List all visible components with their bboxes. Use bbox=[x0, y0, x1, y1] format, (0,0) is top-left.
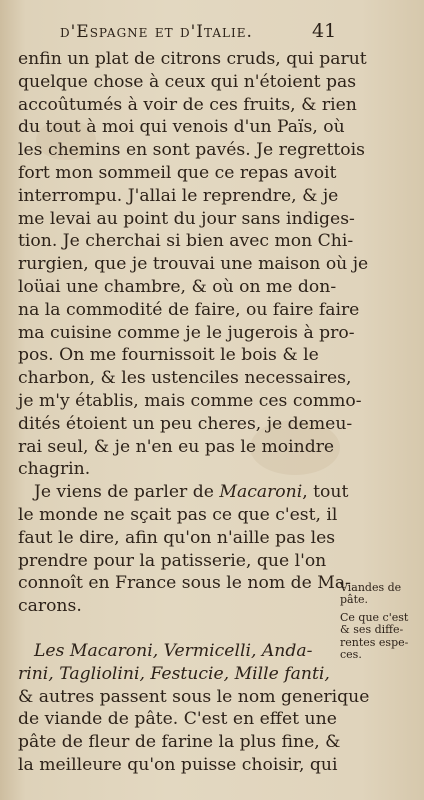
text-line: chagrin. bbox=[18, 459, 91, 480]
text-line: rai seul, & je n'en eu pas le moindre bbox=[18, 436, 335, 457]
text-line: me levai au point du jour sans indiges- bbox=[18, 208, 355, 229]
text-line: dités étoient un peu cheres, je demeu- bbox=[18, 413, 353, 434]
italic-term: Macaroni bbox=[219, 482, 303, 503]
text-line: & autres passent sous le nom generique bbox=[18, 686, 370, 707]
text-line: pos. On me fournissoit le bois & le bbox=[18, 345, 319, 366]
margin-note-viandes bbox=[340, 582, 422, 607]
paragraph-2 bbox=[18, 481, 351, 618]
text-line: fort mon sommeil que ce repas avoit bbox=[18, 162, 337, 183]
text-line: ma cuisine comme je le jugerois à pro- bbox=[18, 322, 355, 343]
paragraph-gap bbox=[18, 618, 336, 640]
text-line: du tout à moi qui venois d'un Païs, où bbox=[18, 117, 345, 138]
text-line: prendre pour la patisserie, que l'on bbox=[18, 550, 327, 571]
text-line: la meilleure qu'on puisse choisir, qui bbox=[18, 754, 338, 775]
italic-term-line: rini, Tagliolini, Festucie, Mille fanti, bbox=[18, 663, 330, 684]
text-line: les chemins en sont pavés. Je regrettois bbox=[18, 140, 365, 161]
margin-note-line: Viandes de bbox=[340, 581, 402, 594]
margin-note-line: pâte. bbox=[340, 593, 369, 607]
text-line: charbon, & les ustenciles necessaires, bbox=[18, 368, 352, 389]
page-header bbox=[0, 22, 424, 46]
margin-note-line: ces. bbox=[340, 648, 362, 662]
text-line: faut le dire, afin qu'on n'aille pas les bbox=[18, 527, 336, 548]
text-line: je m'y établis, mais comme ces commo- bbox=[18, 390, 362, 411]
text-line: carons. bbox=[18, 596, 82, 617]
running-head: d'Espagne et d'Italie. bbox=[60, 22, 253, 42]
paragraph-3 bbox=[18, 640, 370, 777]
margin-note-definition bbox=[340, 612, 422, 662]
text-line: quelque chose à ceux qui n'étoient pas bbox=[18, 71, 357, 92]
text-line: interrompu. J'allai le reprendre, & je bbox=[18, 185, 339, 206]
page-number: 41 bbox=[312, 20, 337, 42]
margin-note-line: Ce que c'est bbox=[340, 611, 409, 624]
text-span: , tout bbox=[302, 482, 349, 503]
text-line: de viande de pâte. C'est en effet une bbox=[18, 709, 337, 730]
text-line bbox=[18, 481, 349, 504]
text-line: pâte de fleur de farine la plus fine, & bbox=[18, 732, 341, 753]
text-line: connoît en France sous le nom de Ma- bbox=[18, 573, 351, 594]
text-line: tion. Je cherchai si bien avec mon Chi- bbox=[18, 231, 354, 252]
text-line: rurgien, que je trouvai une maison où je bbox=[18, 254, 369, 275]
margin-note-line: rentes espe- bbox=[340, 635, 409, 649]
text-line: accoûtumés à voir de ces fruits, & rien bbox=[18, 94, 357, 115]
text-line: loüai une chambre, & où on me don- bbox=[18, 276, 337, 297]
italic-term-line: Les Macaroni, Vermicelli, Anda- bbox=[34, 640, 313, 661]
margin-note-line: & ses diffe- bbox=[340, 623, 404, 637]
body-text bbox=[18, 48, 370, 777]
text-line: na la commodité de faire, ou faire faire bbox=[18, 299, 360, 320]
text-line: enfin un plat de citrons cruds, qui parut bbox=[18, 49, 367, 69]
text-span: Je viens de parler de bbox=[34, 482, 220, 503]
paragraph-1 bbox=[18, 48, 369, 481]
text-line: le monde ne sçait pas ce que c'est, il bbox=[18, 504, 338, 525]
